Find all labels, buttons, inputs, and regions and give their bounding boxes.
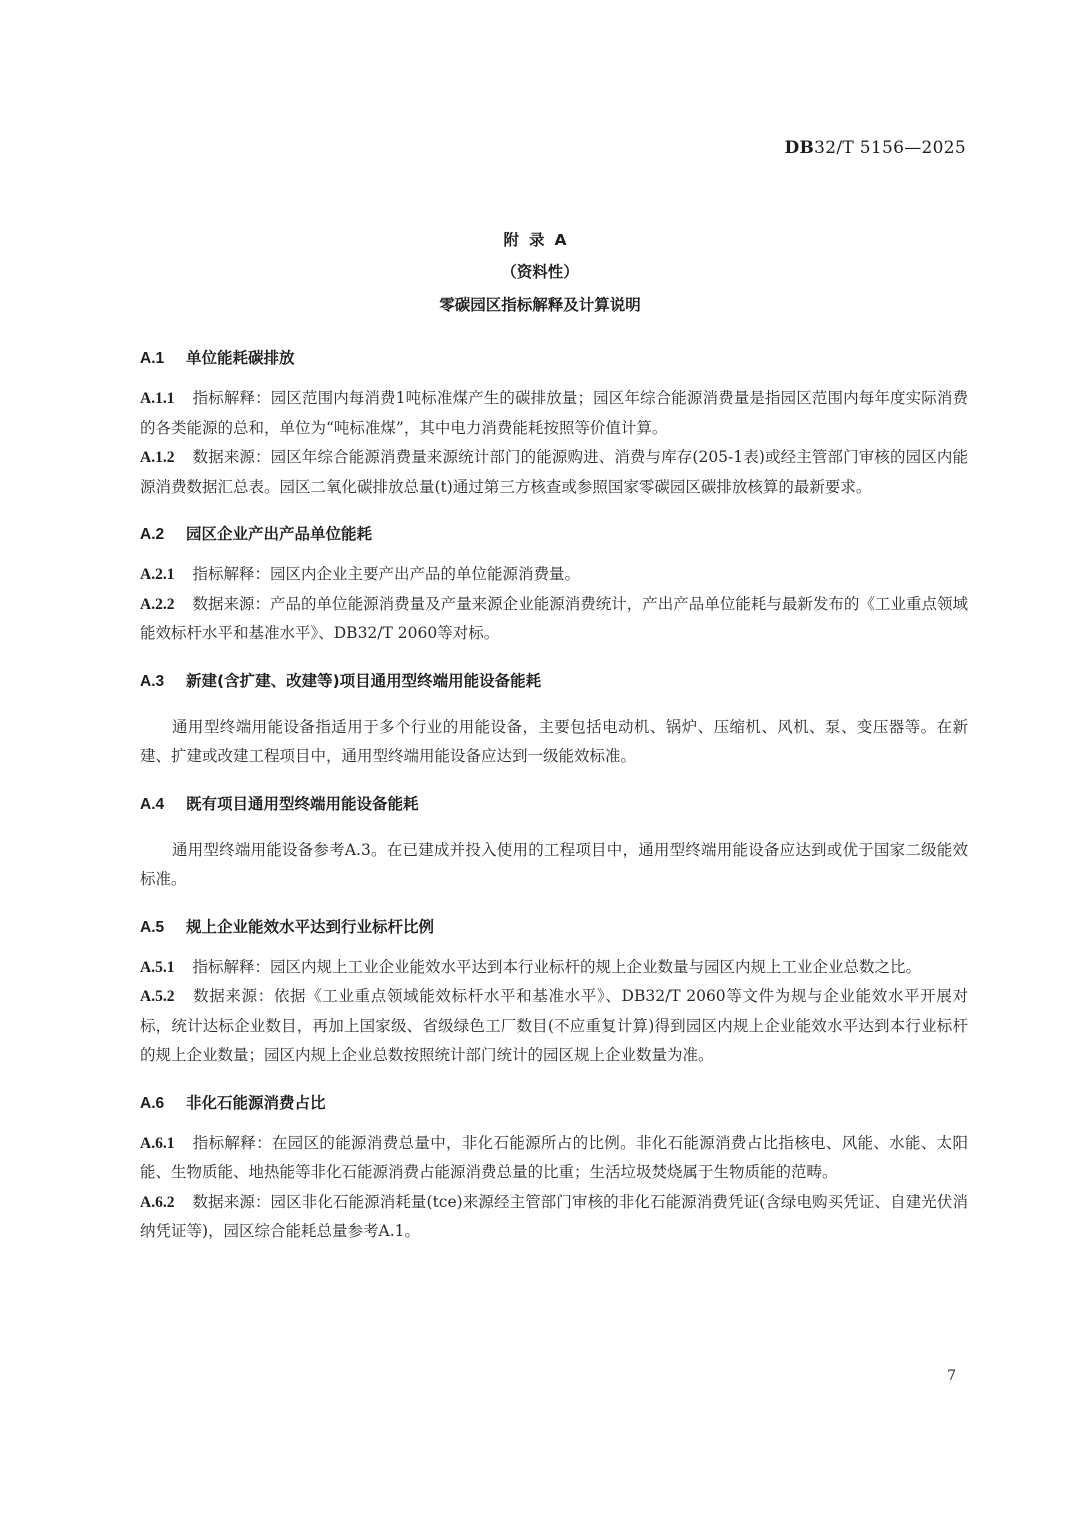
section-heading-a6: A.6 非化石能源消费占比 xyxy=(140,1093,326,1112)
section-heading-a2: A.2 园区企业产出产品单位能耗 xyxy=(140,525,373,543)
appendix-title-block xyxy=(0,228,1080,315)
section-heading-a1: A.1 单位能耗碳排放 xyxy=(140,349,295,367)
clause-a2-2: A.2.2 数据来源：产品的单位能源消费量及产量来源企业能源消费统计，产出产品单位能耗与最新发布的《工业重点领域能效标杆水平和基准水平》、DB32/T 2060等对标。 xyxy=(140,594,968,642)
appendix-type: （资料性） xyxy=(501,263,579,281)
appendix-title: 零碳园区指标解释及计算说明 xyxy=(439,296,641,314)
section-a3-body: 通用型终端用能设备指适用于多个行业的用能设备，主要包括电动机、锅炉、压缩机、风机、泵、变压器等。在新建、扩建或改建工程项目中，通用型终端用能设备应达到一级能效标准。 xyxy=(140,717,968,765)
section-a4-body: 通用型终端用能设备参考A.3。在已建成并投入使用的工程项目中，通用型终端用能设备应达到或优于国家二级能效标准。 xyxy=(140,840,968,888)
appendix-label: 附录A xyxy=(503,231,577,249)
section-heading-a5: A.5 规上企业能效水平达到行业标杆比例 xyxy=(140,917,435,936)
clause-a6-2: A.6.2 数据来源：园区非化石能源消耗量(tce)来源经主管部门审核的非化石能源消费凭证(含绿电购买凭证、自建光伏消纳凭证等)，园区综合能耗总量参考A.1。 xyxy=(140,1192,968,1240)
clause-a5-2: A.5.2 数据来源：依据《工业重点领域能效标杆水平和基准水平》、DB32/T 2060等文件为规与企业能效水平开展对标，统计达标企业数目，再加上国家级、省级绿色工厂数目(不应重复计算)得到园区内规上企业能效水平达到本行业标杆的规上企业数量；园区内规上企业总数按照统计部门统计的园区规上企业数量为准。 xyxy=(140,987,968,1064)
clause-a6-1: A.6.1 指标解释：在园区的能源消费总量中，非化石能源所占的比例。非化石能源消费占比指核电、风能、水能、太阳能、生物质能、地热能等非化石能源消费占能源消费总量的比重；生活垃圾焚烧属于生物质能的范畴。 xyxy=(140,1133,968,1181)
standard-prefix: DB xyxy=(784,138,815,158)
page-number: 7 xyxy=(947,1368,956,1384)
clause-a1-2: A.1.2 数据来源：园区年综合能源消费量来源统计部门的能源购进、消费与库存(205-1表)或经主管部门审核的园区内能源消费数据汇总表。园区二氧化碳排放总量(t)通过第三方核查或参照国家零碳园区碳排放核算的最新要求。 xyxy=(140,448,968,496)
clause-a1-1: A.1.1 指标解释：园区范围内每消费1吨标准煤产生的碳排放量；园区年综合能源消费量是指园区范围内每年度实际消费的各类能源的总和，单位为“吨标准煤”，其中电力消费能耗按照等价值计算。 xyxy=(140,389,968,437)
section-heading-a3: A.3 新建(含扩建、改建等)项目通用型终端用能设备能耗 xyxy=(140,671,542,690)
standard-number xyxy=(784,138,966,158)
section-heading-a4: A.4 既有项目通用型终端用能设备能耗 xyxy=(140,794,419,813)
clause-a2-1: A.2.1 指标解释：园区内企业主要产出产品的单位能源消费量。 xyxy=(140,565,580,583)
document-body xyxy=(140,340,968,1247)
standard-code: 32/T 5156—2025 xyxy=(814,138,966,158)
clause-a5-1: A.5.1 指标解释：园区内规上工业企业能效水平达到本行业标杆的规上企业数量与园区内规上工业企业总数之比。 xyxy=(140,957,921,976)
